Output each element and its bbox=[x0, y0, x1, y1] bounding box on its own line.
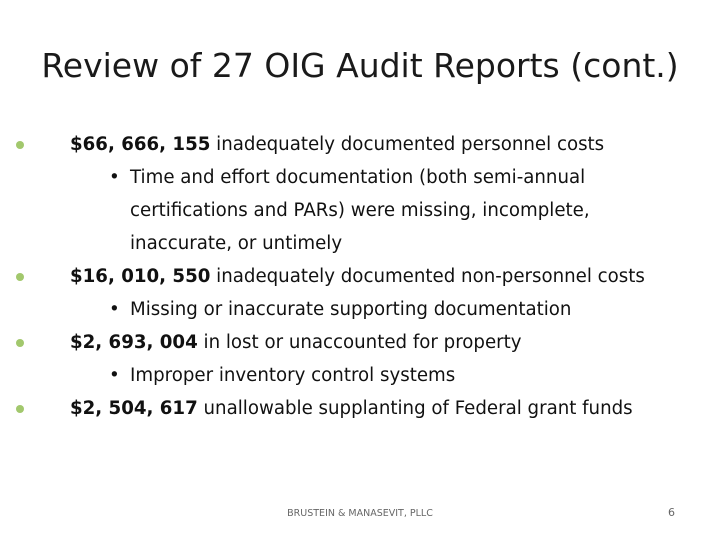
amount: $16, 010, 550 bbox=[70, 266, 211, 287]
sub-bullet-icon: • bbox=[109, 167, 120, 188]
amount: $2, 693, 004 bbox=[70, 332, 198, 353]
list-item-text bbox=[70, 132, 604, 157]
list-item-text bbox=[70, 330, 522, 355]
list-item bbox=[0, 132, 720, 157]
sub-bullet-icon: • bbox=[109, 365, 120, 386]
item-description: inadequately documented non-personnel costs bbox=[210, 266, 645, 287]
sub-bullet-icon: • bbox=[109, 299, 120, 320]
sub-list-item bbox=[0, 297, 720, 322]
sub-item-text: Time and effort documentation (both semi-annual bbox=[130, 167, 586, 188]
bullet-icon bbox=[16, 273, 24, 281]
bullet-list bbox=[0, 132, 720, 421]
sub-list-item bbox=[0, 363, 720, 388]
list-item bbox=[0, 264, 720, 289]
sub-item-text: inaccurate, or untimely bbox=[130, 233, 343, 254]
bullet-icon bbox=[16, 405, 24, 413]
list-item bbox=[0, 330, 720, 355]
bullet-icon bbox=[16, 339, 24, 347]
item-description: inadequately documented personnel costs bbox=[210, 134, 605, 155]
bullet-icon bbox=[16, 141, 24, 149]
footer-text: BRUSTEIN & MANASEVIT, PLLC bbox=[287, 508, 433, 519]
list-item bbox=[0, 396, 720, 421]
item-description: in lost or unaccounted for property bbox=[197, 332, 522, 353]
amount: $2, 504, 617 bbox=[70, 398, 198, 419]
sub-list-item-continued bbox=[0, 198, 720, 223]
page-number: 6 bbox=[668, 506, 675, 519]
sub-list-item-continued bbox=[0, 231, 720, 256]
sub-item-text: Missing or inaccurate supporting documentation bbox=[130, 299, 572, 320]
sub-list-item bbox=[0, 165, 720, 190]
item-description: unallowable supplanting of Federal grant funds bbox=[197, 398, 633, 419]
amount: $66, 666, 155 bbox=[70, 134, 211, 155]
sub-item-text: Improper inventory control systems bbox=[130, 365, 456, 386]
slide-title: Review of 27 OIG Audit Reports (cont.) bbox=[41, 46, 679, 85]
sub-item-text: certifications and PARs) were missing, incomplete, bbox=[130, 200, 590, 221]
list-item-text bbox=[70, 396, 633, 421]
list-item-text bbox=[70, 264, 645, 289]
